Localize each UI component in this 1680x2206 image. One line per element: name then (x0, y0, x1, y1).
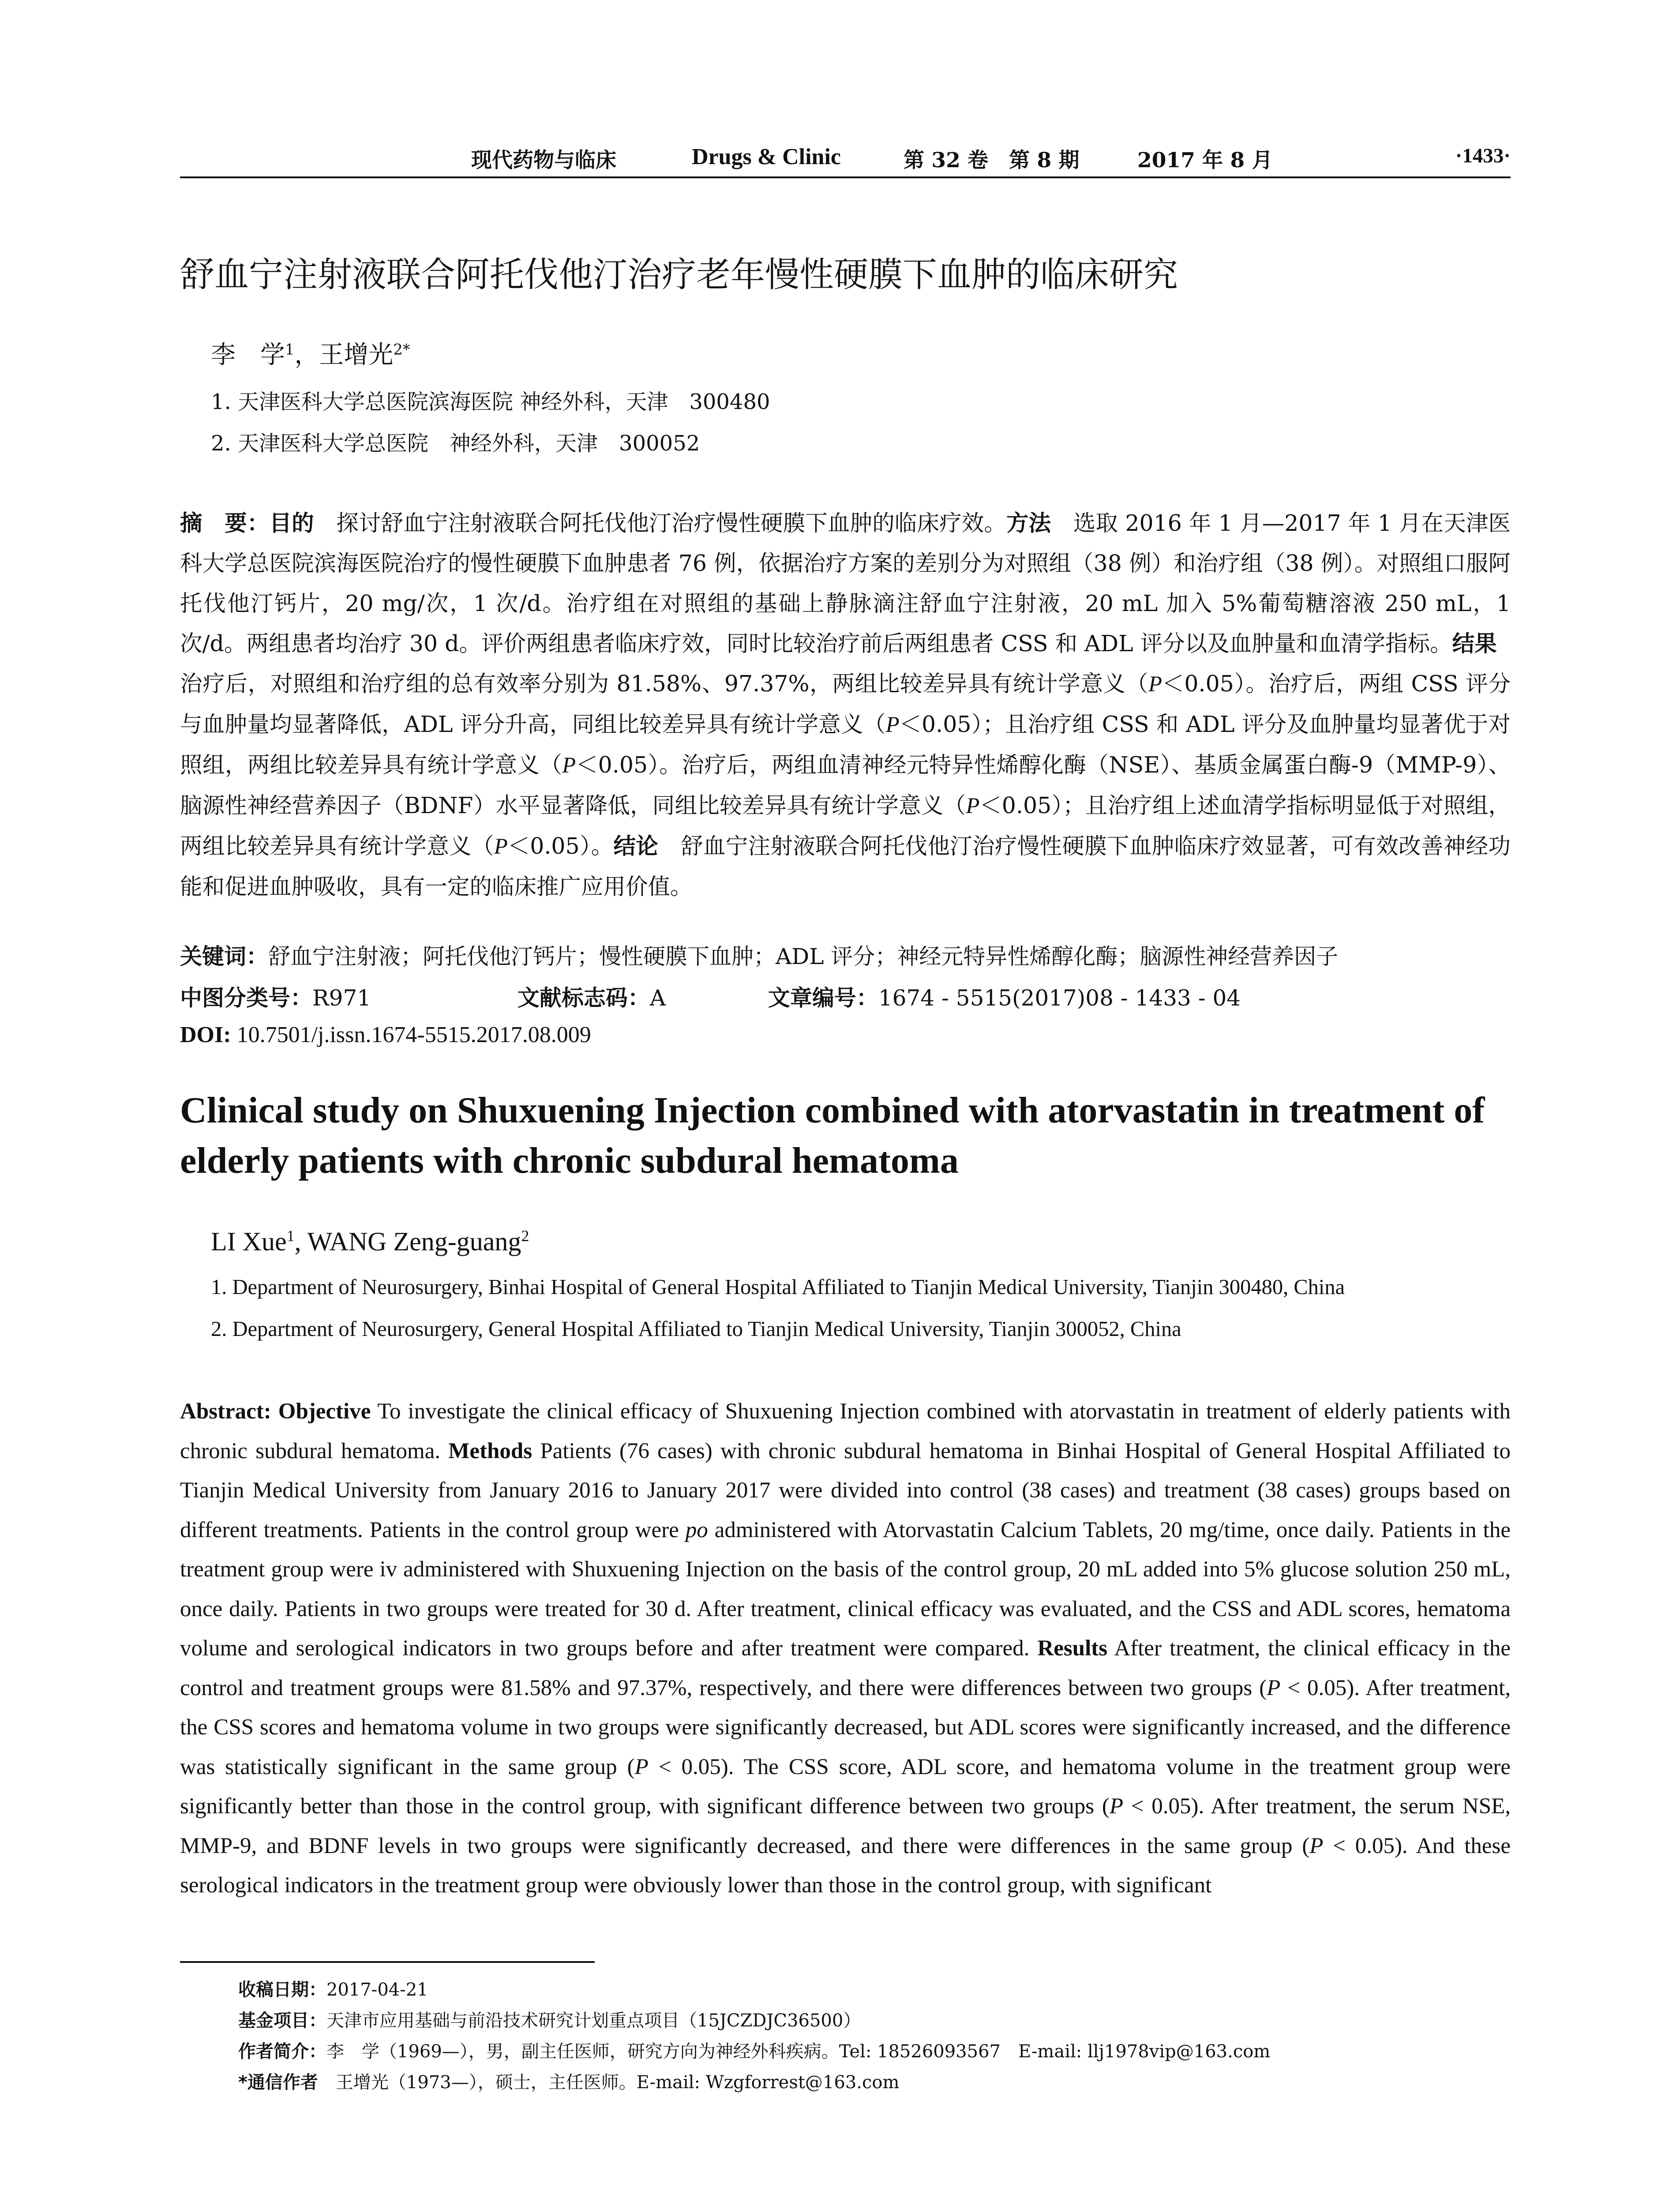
corresponding-label: *通信作者 (238, 2072, 318, 2093)
author-affiliation-mark: 1 (286, 1227, 295, 1245)
fund-note (238, 2007, 861, 2032)
received-label: 收稿日期： (238, 1980, 326, 2000)
authors-cn (211, 335, 410, 371)
clc-value: R971 (312, 985, 371, 1011)
article-title-en: Clinical study on Shuxuening Injection combined with atorvastatin in treatment of elderly patients with chronic subdural hematoma (180, 1090, 1485, 1181)
footnote-rule (180, 1961, 595, 1963)
keywords-label: 关键词： (180, 944, 268, 969)
received-date-note (238, 1976, 428, 2001)
p-symbol: P (494, 834, 508, 859)
results-text: 治疗后，对照组和治疗组的总有效率分别为 81.58%、97.37%，两组比较差异具有统计学意义（ (180, 630, 1519, 697)
keywords-text: 舒血宁注射液；阿托伐他汀钙片；慢性硬膜下血肿；ADL 评分；神经元特异性烯醇化酶；脑源性神经营养因子 (268, 944, 1339, 969)
abstract-objective-label: Abstract: Objective (180, 1399, 371, 1424)
volume-issue: 第 32 卷 第 8 期 (904, 148, 1080, 173)
objective-label: 目的 (269, 510, 314, 536)
author-name: WANG Zeng-guang (307, 1227, 521, 1256)
fund-value: 天津市应用基础与前沿技术研究计划重点项目（15JCZDJC36500） (326, 2011, 861, 2031)
author-bio-label: 作者简介： (238, 2041, 326, 2062)
results-text: After treatment, the clinical efficacy in the control and treatment groups were 81.58% and 97.37%, respectively, and there were differences between two groups ( (180, 1636, 1511, 1700)
results-text: ＜0.05）。治疗后，两组 CSS 评分与血肿量均显著降低，ADL 评分升高，同组比较差异具有统计学意义（ (180, 671, 1511, 737)
results-text: < 0.05). After treatment, the serum NSE, MMP-9, and BDNF levels in two groups were significantly decreased, and there were differences in the same group ( (180, 1794, 1511, 1858)
results-text: < 0.05). The CSS score, ADL score, and hematoma volume in the treatment group were significantly better than those in the control group, with significant difference between two groups ( (180, 1754, 1511, 1819)
author-bio-note (238, 2037, 1270, 2063)
conclusion-label: 结论 (613, 833, 659, 859)
affiliation-en: 2. Department of Neurosurgery, General Hospital Affiliated to Tianjin Medical University, Tianjin 300052, China (211, 1317, 1181, 1341)
running-header (180, 140, 1511, 171)
doc-code-value: A (649, 985, 666, 1011)
results-text: ＜0.05）；且治疗组 CSS 和 ADL 评分及血肿量均显著优于对照组，两组比较差异具有统计学意义（ (180, 711, 1511, 778)
results-label: 结果 (1452, 630, 1497, 657)
results-label: Results (1037, 1636, 1108, 1661)
author-affiliation-mark: 2 (521, 1227, 529, 1245)
p-symbol: P (1109, 1794, 1123, 1819)
author-name: LI Xue (211, 1227, 287, 1256)
doi-line (180, 1022, 591, 1048)
results-text: ＜0.05）；且治疗组上述血清学指标明显低于对照组，两组比较差异具有统计学意义（ (180, 792, 1511, 859)
abstract-en (180, 1392, 1511, 1906)
issue-date: 2017 年 8 月 (1137, 148, 1273, 173)
corresponding-author-note (238, 2068, 899, 2093)
doc-code-label: 文献标志码： (517, 985, 650, 1011)
received-value: 2017-04-21 (326, 1980, 428, 2000)
author-name: 王增光 (319, 341, 394, 369)
results-text: < 0.05). After treatment, the CSS scores and hematoma volume in two groups were significantly decreased, but ADL scores were significantly increased, and the difference was statistically significant in the same group ( (180, 1675, 1511, 1779)
objective-text: To investigate the clinical efficacy of Shuxuening Injection combined with atorvastatin in treatment of elderly patients with chronic subdural hematoma. (180, 1399, 1511, 1463)
author-affiliation-mark: 1 (285, 341, 295, 358)
methods-label: 方法 (1006, 510, 1051, 536)
p-symbol: P (1309, 1833, 1324, 1858)
article-number-label: 文章编号： (768, 985, 878, 1011)
results-text: < 0.05). And these serological indicators in the treatment group were obviously lower than those in the control group, with significant (180, 1833, 1511, 1898)
author-name: 李 学 (211, 341, 285, 369)
page-number: ·1433· (1455, 144, 1511, 167)
article-title-cn: 舒血宁注射液联合阿托伐他汀治疗老年慢性硬膜下血肿的临床研究 (180, 255, 1178, 295)
author-bio-value: 李 学（1969—），男，副主任医师，研究方向为神经外科疾病。Tel: 18526093567 E-mail: llj1978vip@163.com (326, 2041, 1271, 2062)
journal-name-en: Drugs & Clinic (692, 144, 841, 169)
author-separator: ， (294, 341, 319, 369)
p-symbol: P (966, 793, 980, 818)
clc-label: 中图分类号： (180, 985, 312, 1011)
p-symbol: P (562, 753, 576, 777)
results-text: ＜0.05）。治疗后，两组血清神经元特异性烯醇化酶（NSE）、基质金属蛋白酶-9（MMP-9）、脑源性神经营养因子（BDNF）水平显著降低，同组比较差异具有统计学意义（ (180, 752, 1511, 818)
corresponding-value: 王增光（1973—），硕士，主任医师。E-mail: Wzgforrest@163.com (318, 2072, 900, 2093)
header-rule (180, 176, 1511, 178)
doi-value: 10.7501/j.issn.1674-5515.2017.08.009 (231, 1022, 591, 1047)
doi-label: DOI: (180, 1022, 231, 1047)
results-text: ＜0.05）。 (507, 833, 614, 859)
p-symbol: P (1267, 1675, 1281, 1700)
methods-label: Methods (448, 1438, 532, 1463)
methods-text: 选取 2016 年 1 月—2017 年 1 月在天津医科大学总医院滨海医院治疗的慢性硬膜下血肿患者 76 例，依据治疗方案的差别分为对照组（38 例）和治疗组（38 例）。对照组口服阿托伐他汀钙片，20 mg/次，1 次/d。治疗组在对照组的基础上静脉滴注舒血宁注射液，20 mL 加入 5%葡萄糖溶液 250 mL，1 次/d。两组患者均治疗 30 d。评价两组患者临床疗效，同时比较治疗前后两组患者 CSS 和 ADL 评分以及血肿量和血清学指标。 (180, 510, 1511, 657)
fund-label: 基金项目： (238, 2011, 326, 2031)
po-term: po (685, 1517, 708, 1542)
authors-en (211, 1227, 529, 1257)
p-symbol: P (634, 1754, 649, 1779)
objective-text: 探讨舒血宁注射液联合阿托伐他汀治疗慢性硬膜下血肿的临床疗效。 (314, 510, 1007, 536)
methods-text: Patients (76 cases) with chronic subdural hematoma in Binhai Hospital of General Hospital Affiliated to Tianjin Medical University from January 2016 to January 2017 were divided into control (38 cases) and treatment (38 cases) groups based on different treatments. Patients in the control group were (180, 1438, 1511, 1542)
author-affiliation-mark: 2* (393, 341, 410, 358)
article-number-value: 1674 - 5515(2017)08 - 1433 - 04 (878, 985, 1241, 1011)
conclusion-text: 舒血宁注射液联合阿托伐他汀治疗慢性硬膜下血肿临床疗效显著，可有效改善神经功能和促进血肿吸收，具有一定的临床推广应用价值。 (180, 833, 1511, 900)
abstract-label: 摘 要： (180, 510, 270, 536)
classification-line (180, 980, 1241, 1012)
affiliation-cn: 1. 天津医科大学总医院滨海医院 神经外科，天津 300480 (211, 390, 770, 414)
author-separator: , (294, 1227, 308, 1256)
abstract-cn (180, 503, 1519, 907)
keywords-cn (180, 939, 1338, 971)
journal-name-cn: 现代药物与临床 (471, 148, 616, 173)
affiliation-en: 1. Department of Neurosurgery, Binhai Hospital of General Hospital Affiliated to Tianjin Medical University, Tianjin 300480, China (211, 1276, 1345, 1299)
methods-text: administered with Atorvastatin Calcium Tablets, 20 mg/time, once daily. Patients in the treatment group were iv administered with Shuxuening Injection on the basis of the control group, 20 mL added into 5% glucose solution 250 mL, once daily. Patients in two groups were treated for 30 d. After treatment, clinical efficacy was evaluated, and the CSS and ADL scores, hematoma volume and serological indicators in two groups before and after treatment were compared. (180, 1517, 1511, 1661)
p-symbol: P (885, 712, 900, 737)
p-symbol: P (1148, 672, 1162, 696)
affiliation-cn: 2. 天津医科大学总医院 神经外科，天津 300052 (211, 431, 700, 456)
